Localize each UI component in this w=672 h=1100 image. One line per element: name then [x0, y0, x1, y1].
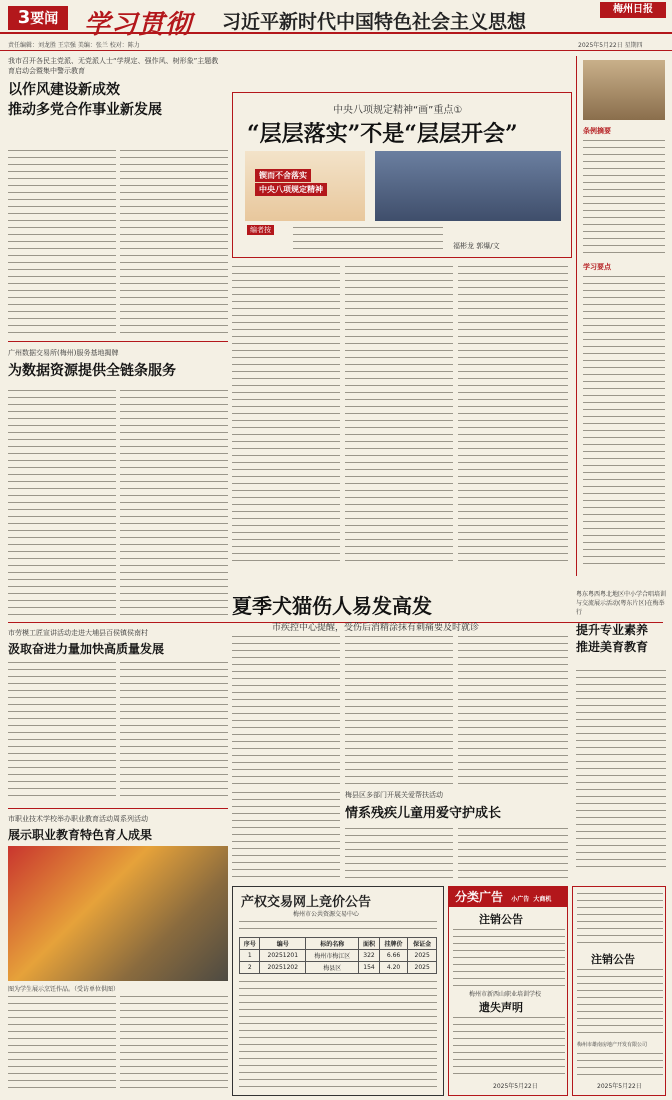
article-title: 夏季犬猫伤人易发高发 [232, 594, 432, 618]
article-body [120, 388, 228, 616]
table-cell: 20251201 [260, 950, 306, 962]
notice-issuer: 梅州市公共资源交易中心 [293, 911, 360, 918]
notice-date: 2025年5月22日 [493, 1083, 538, 1090]
editor-note-body [293, 225, 443, 253]
poster-line1: 锲而不舍落实 [255, 169, 311, 182]
article-body [8, 994, 116, 1094]
lost-statement-title: 遗失声明 [479, 1001, 523, 1014]
article-body [8, 388, 116, 616]
article-body [576, 668, 666, 868]
company-name: 梅州市新西山职业培训学校 [469, 991, 542, 998]
auction-table [239, 937, 437, 974]
article-body [8, 148, 116, 333]
feature-box [232, 92, 572, 258]
article-title: 汲取奋进力量加快高质量发展 [8, 642, 165, 656]
article-title: 展示职业教育特色育人成果 [8, 828, 153, 842]
feature-body [232, 264, 340, 564]
feature-body [458, 264, 568, 564]
cancellation-title: 注销公告 [479, 913, 523, 926]
article-subtitle: 市疾控中心提醒，受伤后消精涂抹有刺痛要及时就诊 [272, 623, 480, 633]
lost-statement-body [453, 1015, 565, 1077]
article-title: 为数据资源提供全链条服务 [8, 363, 176, 379]
editor-note-label: 编者按 [247, 225, 274, 235]
table-cell: 2025 [408, 950, 437, 962]
table-cell: 322 [359, 950, 379, 962]
article-choir [576, 590, 666, 655]
article-kicker: 广州数据交易所(梅州)服务基地揭牌 [8, 349, 119, 357]
article-disabled-children [345, 790, 565, 821]
sidebar-tag: 条例摘要 [583, 127, 611, 135]
article-title-line2: 推进美育教育 [576, 640, 649, 654]
table-header: 保证金 [408, 938, 437, 950]
table-cell: 2 [240, 962, 260, 974]
table-header: 面积 [359, 938, 379, 950]
classified-ads [448, 886, 568, 1096]
page-header [0, 0, 672, 40]
notice-body [239, 919, 437, 935]
feature-body [345, 264, 453, 564]
article-body [345, 634, 453, 784]
table-cell: 154 [359, 962, 379, 974]
classified-ads-right [572, 886, 666, 1096]
notice-title: 产权交易网上竞价公告 [241, 895, 372, 910]
table-row [240, 950, 437, 962]
photo-caption: 图为学生展示烹饪作品。（受访单位供图） [8, 986, 120, 993]
sidebar-tag: 学习要点 [583, 263, 611, 271]
cancellation-body [453, 927, 565, 987]
feature-sidebar [576, 56, 666, 576]
issue-date: 2025年5月22日 星期四 [578, 42, 643, 49]
sidebar-body [583, 138, 665, 258]
sidebar-body [583, 274, 665, 570]
article-kicker: 梅县区多部门开展关爱帮扶活动 [345, 791, 443, 799]
article-body [458, 826, 568, 880]
table-cell: 梅县区 [306, 962, 359, 974]
article-kicker: 我市召开各民主党派、无党派人士“学规定、强作风、树形象”主题教育启动会暨集中警示教育 [8, 57, 219, 75]
column-subtitle: 习近平新时代中国特色社会主义思想 [222, 11, 527, 33]
article-title: 情系残疾儿童用爱守护成长 [345, 806, 502, 821]
table-cell: 6.66 [379, 950, 408, 962]
cancellation-body [577, 967, 663, 1037]
article-title: 提升专业素养 [576, 623, 649, 637]
editor-credit: 责任编辑：刘龙胜 王宗强 美编：张兰 校对：陈力 [8, 42, 140, 49]
feature-series: 中央八项规定精神“画”重点① [333, 105, 463, 116]
article-kicker: 粤东粤西粤北地区中小学合唱培训与交流展示活动(粤东片区)在梅举行 [576, 591, 667, 616]
article-body [120, 994, 228, 1094]
article-kicker: 市劳模工匠宣讲活动走进大埔县百侯镇侯南村 [8, 629, 148, 637]
article-body [232, 634, 340, 784]
table-header: 序号 [240, 938, 260, 950]
article-title-line2: 推动多党合作事业新发展 [8, 102, 162, 118]
paper-logo: 梅州日报 [600, 2, 666, 18]
article-body [345, 826, 453, 880]
table-row [240, 962, 437, 974]
table-cell: 梅州市梅江区 [306, 950, 359, 962]
article-cppcc [8, 56, 223, 119]
article-data-exchange [8, 348, 228, 380]
feature-credit: 福彬龙 郭爆/文 [453, 242, 500, 250]
feature-title: “层层落实”不是“层层开会” [247, 121, 518, 147]
cancellation-body [577, 891, 663, 947]
sidebar-illustration [583, 60, 665, 120]
article-labor-models [8, 628, 228, 657]
column-calligraphy: 学习贯彻 [84, 10, 193, 40]
table-cell: 20251202 [260, 962, 306, 974]
article-body [458, 634, 568, 784]
table-cell: 2025 [408, 962, 437, 974]
article-title: 以作风建设新成效 [8, 82, 120, 98]
table-cell: 4.20 [379, 962, 408, 974]
article-body [120, 148, 228, 333]
classified-header: 分类广告 小广告 大商机 [449, 887, 567, 907]
article-body [232, 790, 340, 880]
article-kicker: 市职业技术学校举办职业教育活动周系列活动 [8, 815, 148, 823]
company-name: 梅州市雄南房地产开发有限公司 [577, 1042, 648, 1048]
notice-date: 2025年5月22日 [597, 1083, 642, 1090]
article-body [8, 660, 116, 802]
page-number: 3要闻 [8, 6, 68, 30]
meeting-illustration [375, 151, 561, 221]
table-header: 标的名称 [306, 938, 359, 950]
auction-notice [232, 886, 444, 1096]
article-body [120, 660, 228, 802]
notice-body [239, 979, 437, 1089]
poster-line2: 中央八项规定精神 [255, 183, 327, 196]
table-cell: 1 [240, 950, 260, 962]
feature-poster [245, 151, 365, 221]
vocational-photo [8, 846, 228, 981]
article-vocational [8, 814, 228, 843]
cancellation-body [577, 1051, 663, 1077]
table-header: 挂牌价 [379, 938, 408, 950]
table-header: 编号 [260, 938, 306, 950]
cancellation-title: 注销公告 [591, 953, 635, 966]
